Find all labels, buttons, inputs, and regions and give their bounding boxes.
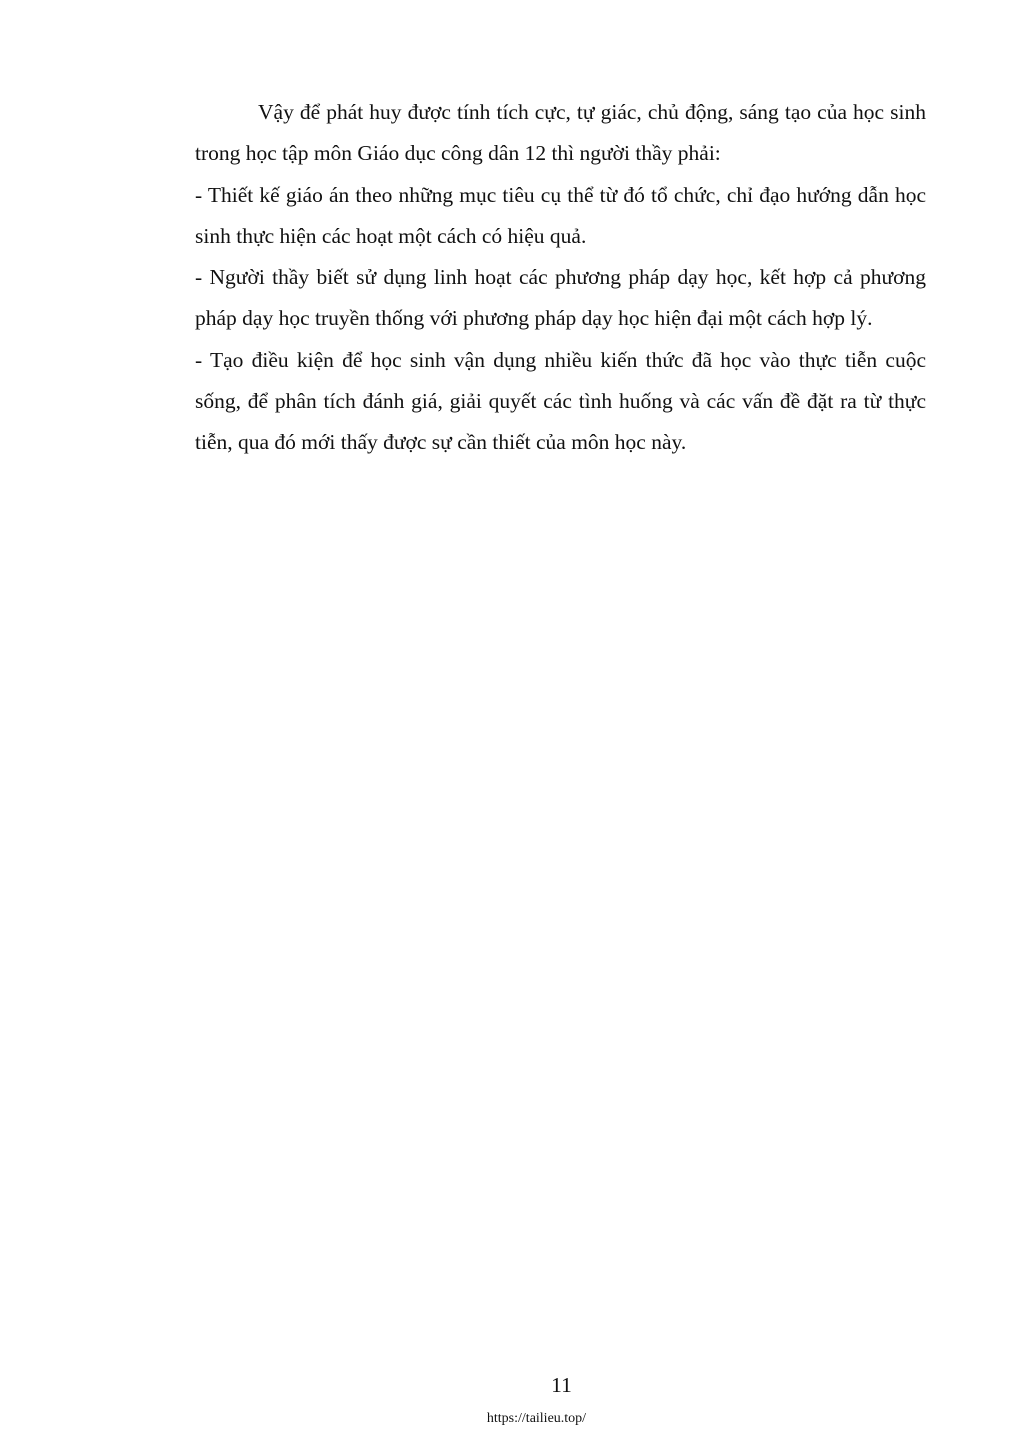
paragraph-bullet-apply-knowledge: - Tạo điều kiện để học sinh vận dụng nhiều kiến thức đã học vào thực tiễn cuộc sống, để phân tích đánh giá, giải quyết các tình huống và các vấn đề đặt ra từ thực tiễn, qua đó mới thấy được sự cần thiết của môn học này. bbox=[195, 347, 926, 455]
paragraph-bullet-lesson-plan: - Thiết kế giáo án theo những mục tiêu cụ thể từ đó tổ chức, chỉ đạo hướng dẫn học sinh thực hiện các hoạt một cách có hiệu quả. bbox=[195, 182, 926, 248]
footer-url[interactable]: https://tailieu.top/ bbox=[486, 1411, 587, 1426]
body-text bbox=[195, 92, 926, 464]
paragraph-intro: Vậy để phát huy được tính tích cực, tự giác, chủ động, sáng tạo của học sinh trong học tập môn Giáo dục công dân 12 thì người thầy phải: bbox=[195, 100, 926, 166]
paragraph-bullet-teaching-methods: - Người thầy biết sử dụng linh hoạt các phương pháp dạy học, kết hợp cả phương pháp dạy học truyền thống với phương pháp dạy học hiện đại một cách hợp lý. bbox=[195, 265, 926, 331]
page-number: 11 bbox=[551, 1373, 572, 1397]
